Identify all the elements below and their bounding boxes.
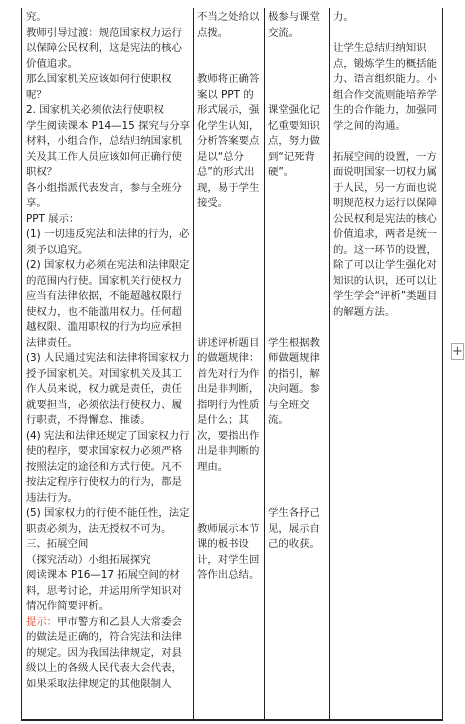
- teacher-activity-text: 不当之处给以点拨。 教师将正确答案以 PPT 的形式展示，强化学生认知，分析答案要点是以“总分总”的形式出现，易于学生接受。 讲述评析题目的做题规律：首先对行为作出是非判断，指明行为性质是什么；其次，要指出作出是非判断的理由。 教师展示本节课的板书设计，对学生回答作出总结。: [197, 11, 260, 581]
- student-activity-cell: [268, 10, 328, 553]
- column-divider-2: [264, 8, 265, 720]
- teacher-activity-cell: [197, 10, 262, 584]
- column-divider-3: [329, 8, 330, 720]
- student-activity-text: 极参与课堂交流。 课堂强化记忆重要知识点，努力做到“记死背硬”。 学生根据教师做题规律的指引，解决问题。参与全班交流。 学生各抒己见，展示自己的收获。: [268, 11, 320, 550]
- table-bottom-border: [21, 719, 442, 720]
- teaching-process-cell: [26, 10, 192, 692]
- hint-label: 提示：: [26, 615, 58, 628]
- design-intent-cell: [333, 10, 439, 320]
- add-row-button[interactable]: +: [452, 344, 463, 359]
- hint-text: 甲市警方和乙县人大常委会的做法是正确的，符合宪法和法律的规定。因为我国法律规定，对县级以上的各级人民代表大会代表，如果采取法律规定的其他限制人: [26, 615, 182, 690]
- design-intent-text: 力。 让学生总结归纳知识点，锻炼学生的概括能力、语言组织能力。小组合作交流则能培养学生的合作能力，加强同学之间的沟通。 拓展空间的设置，一方面说明国家一切权力属于人民，另一方面也说明规范权力运行以保障公民权利是宪法的核心价值追求，两者是统一的。这一环节的设置，除了可以让学生强化对知识的认识，还可以让学生学会“评析”类题目的解题方法。: [333, 11, 438, 318]
- teaching-process-text: 究。 教师引导过渡：规范国家权力运行以保障公民权利，这是宪法的核心价值追求。 那么国家机关应该如何行使职权呢？ 2. 国家机关必须依法行使职权 学生阅读课本 P14—15 探究与分享材料，小组合作，总结归纳国家机关及其工作人员应该如何正确行使职权？ 各小组指派代表发言，参与全班分享。 PPT 展示： (1) 一切违反宪法和法律的行为，必须予以追究。 (2) 国家权力必须在宪法和法律限定的范围内行使。国家机关行使权力应当有法律依据，不能超越权限行使权力，也不能滥用权力。任何超越权限、滥用职权的行为均应承担法律责任。 (3) 人民通过宪法和法律将国家权力授予国家机关。对国家机关及其工作人员来说，权力就是责任，责任就要担当，必须依法行使权力、履行职责，不得懈怠、推诿。 (4) 宪法和法律还规定了国家权力行使的程序，要求国家权力必须严格按照法定的途径和方式行使。凡不按法定程序行使权力的行为，都是违法行为。 (5) 国家权力的行使不能任性，法定职责必须为，法无授权不可为。 三、拓展空间 （探究活动）小组拓展探究 阅读课本 P16—17 拓展空间的材料，思考讨论，并运用所学知识对情况作简要评析。: [26, 11, 191, 612]
- column-divider-1: [193, 8, 194, 720]
